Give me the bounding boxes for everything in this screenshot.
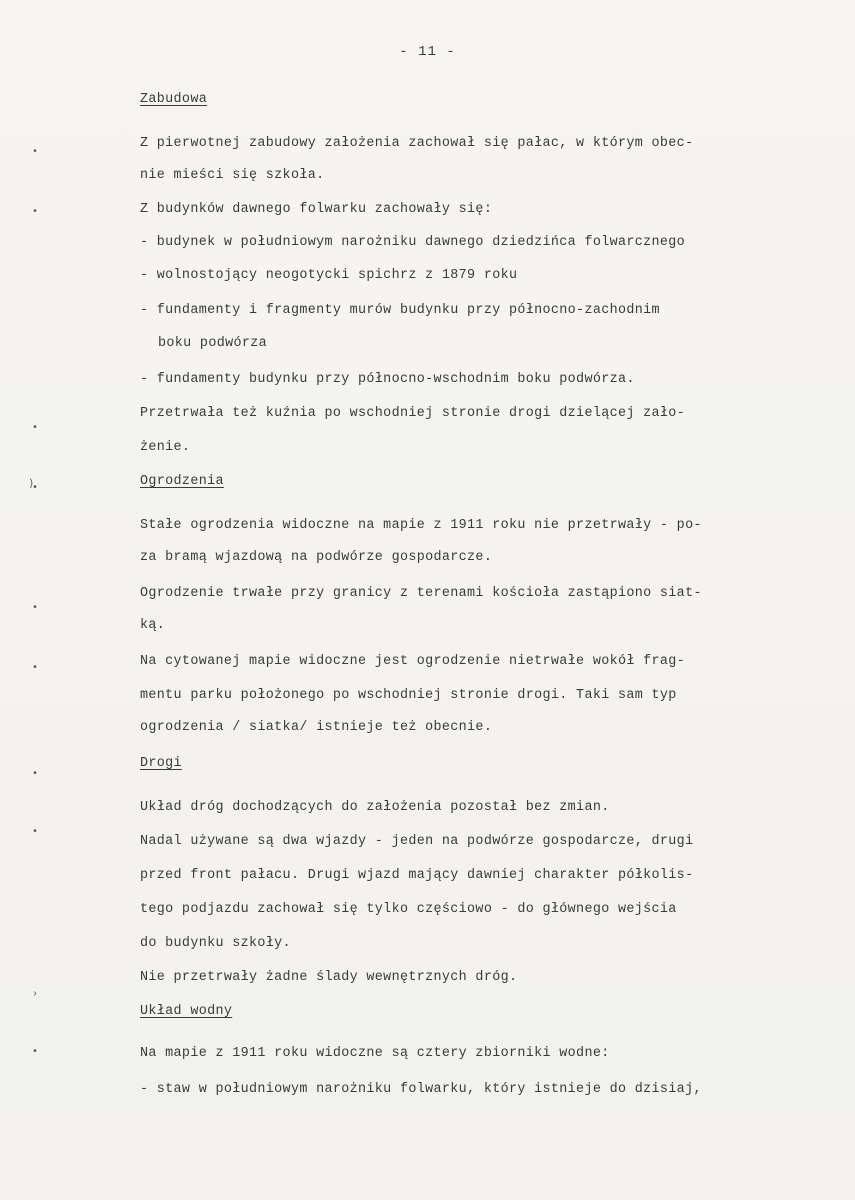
margin-mark: • [32, 827, 39, 838]
section-heading-ogrodzenia: Ogrodzenia [140, 474, 224, 489]
text-line: Przetrwała też kuźnia po wschodniej stronie drogi dzielącej zało- [140, 406, 686, 421]
text-line: żenie. [140, 440, 191, 455]
text-line: do budynku szkoły. [140, 936, 291, 951]
list-item: - staw w południowym narożniku folwarku, który istnieje do dzisiaj, [140, 1082, 702, 1097]
text-line: ogrodzenia / siatka/ istnieje też obecnie. [140, 720, 493, 735]
list-item: - fundamenty budynku przy północno-wschodnim boku podwórza. [140, 372, 635, 387]
page-number: - 11 - [399, 44, 456, 60]
text-line: Układ dróg dochodzących do założenia pozostał bez zmian. [140, 800, 610, 815]
text-line: mentu parku położonego po wschodniej stronie drogi. Taki sam typ [140, 688, 677, 703]
list-item-continuation: boku podwórza [158, 336, 268, 351]
text-line: Nadal używane są dwa wjazdy - jeden na podwórze gospodarcze, drugi [140, 834, 694, 849]
margin-mark: • [32, 147, 39, 158]
section-heading-drogi: Drogi [140, 756, 182, 771]
list-item: - wolnostojący neogotycki spichrz z 1879 roku [140, 268, 518, 283]
margin-mark: • [32, 207, 39, 218]
text-line: ką. [140, 618, 166, 633]
text-line: nie mieści się szkoła. [140, 168, 325, 183]
margin-mark: • [32, 769, 39, 780]
list-item: - fundamenty i fragmenty murów budynku przy północno-zachodnim [140, 303, 660, 318]
text-line: Na cytowanej mapie widoczne jest ogrodzenie nietrwałe wokół frag- [140, 654, 686, 669]
text-line: Na mapie z 1911 roku widoczne są cztery zbiorniki wodne: [140, 1046, 610, 1061]
margin-mark: ) [28, 479, 35, 490]
text-line: Ogrodzenie trwałe przy granicy z terenami kościoła zastąpiono siat- [140, 586, 702, 601]
list-item: - budynek w południowym narożniku dawnego dziedzińca folwarcznego [140, 235, 686, 250]
text-line: przed front pałacu. Drugi wjazd mający dawniej charakter półkolis- [140, 868, 694, 883]
margin-mark: • [32, 483, 39, 494]
margin-mark: • [32, 603, 39, 614]
margin-mark: › [32, 989, 39, 1000]
text-line: Z budynków dawnego folwarku zachowały się: [140, 202, 493, 217]
text-line: Z pierwotnej zabudowy założenia zachował się pałac, w którym obec- [140, 136, 694, 151]
margin-mark: • [32, 423, 39, 434]
section-heading-uklad-wodny: Układ wodny [140, 1004, 233, 1019]
margin-mark: • [32, 1047, 39, 1058]
text-line: Nie przetrwały żadne ślady wewnętrznych dróg. [140, 970, 518, 985]
text-line: za bramą wjazdową na podwórze gospodarcze. [140, 550, 493, 565]
text-line: Stałe ogrodzenia widoczne na mapie z 1911 roku nie przetrwały - po- [140, 518, 702, 533]
text-line: tego podjazdu zachował się tylko częściowo - do głównego wejścia [140, 902, 677, 917]
margin-mark: • [32, 663, 39, 674]
section-heading-zabudowa: Zabudowa [140, 92, 208, 107]
